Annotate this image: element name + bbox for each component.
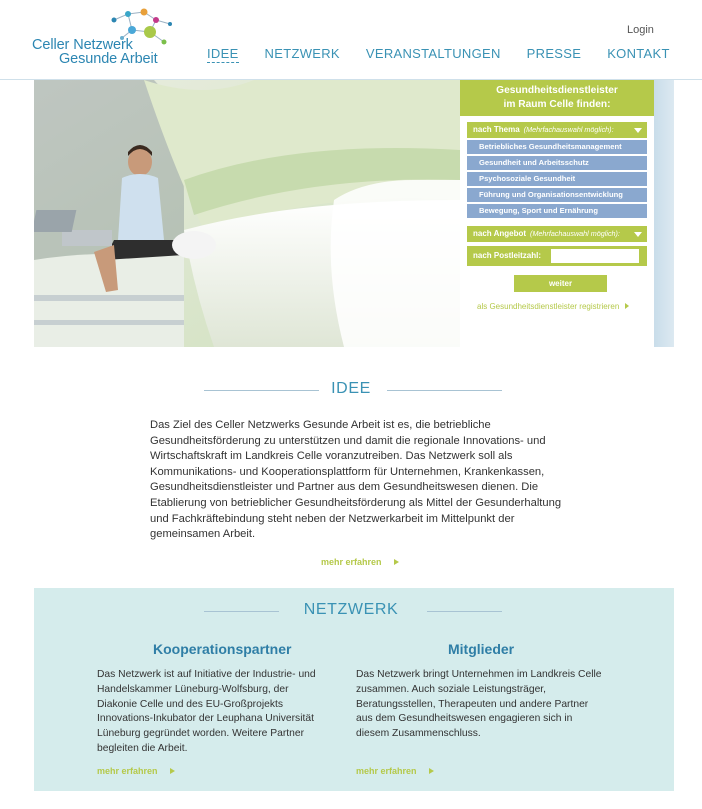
filter-thema-dropdown[interactable]	[467, 122, 647, 138]
arrow-right-icon	[429, 768, 434, 774]
filter-thema-label: nach Thema	[473, 125, 520, 134]
login-link[interactable]: Login	[627, 24, 654, 36]
idee-heading: IDEE	[331, 380, 371, 397]
nav-item-kontakt[interactable]: KONTAKT	[607, 46, 670, 61]
chevron-down-icon	[634, 128, 642, 133]
idee-more-link[interactable]	[321, 557, 399, 567]
netzwerk-heading: NETZWERK	[303, 601, 399, 618]
multi-select-hint: (Mehrfachauswahl möglich):	[530, 229, 620, 238]
site-header	[0, 0, 702, 80]
arrow-right-icon	[170, 768, 175, 774]
filter-zip-row	[467, 246, 647, 266]
filter-angebot-dropdown[interactable]	[467, 226, 647, 242]
arrow-right-icon	[394, 559, 399, 565]
more-link-text: mehr erfahren	[321, 557, 382, 567]
hero-banner	[34, 80, 674, 347]
register-link-text: als Gesundheitsdienstleister registrieren	[477, 302, 620, 311]
hero-illustration	[34, 80, 460, 347]
mitglieder-text: Das Netzwerk bringt Unternehmen im Landkreis Celle zusammen. Auch soziale Leistungsträger, Beratungsstellen, Therapeuten und andere Partner aus dem Gesundheitswesen engagieren sich in diesem Zusammenschluss.	[356, 669, 602, 740]
finder-title-line2: im Raum Celle finden:	[503, 99, 611, 110]
netzwerk-section	[34, 588, 674, 791]
multi-select-hint: (Mehrfachauswahl möglich):	[523, 125, 614, 134]
arrow-right-icon	[625, 303, 629, 309]
finder-title-line1: Gesundheitsdienstleister	[496, 85, 618, 96]
nav-item-presse[interactable]: PRESSE	[526, 46, 582, 61]
thema-option[interactable]: Führung und Organisationsentwicklung	[467, 188, 647, 202]
zip-input[interactable]	[551, 249, 639, 263]
more-link-text: mehr erfahren	[97, 766, 158, 776]
chevron-down-icon	[634, 232, 642, 237]
kooperationspartner-more-link[interactable]	[97, 766, 175, 776]
netzwerk-section-title	[0, 601, 702, 621]
more-link-text: mehr erfahren	[356, 766, 417, 776]
thema-option[interactable]: Psychosoziale Gesundheit	[467, 172, 647, 186]
kooperationspartner-text: Das Netzwerk ist auf Initiative der Industrie- und Handelskammer Lüneburg-Wolfsburg, der Diakonie Celle und des EU-Großprojekts Innovations-Inkubator der Leuphana Universität Lüneburg gegründet worden. Weitere Partner begleiten die Arbeit.	[97, 669, 316, 754]
register-provider-link[interactable]	[477, 302, 629, 311]
nav-item-netzwerk[interactable]: NETZWERK	[264, 46, 340, 61]
thema-option[interactable]: Gesundheit und Arbeitsschutz	[467, 156, 647, 170]
logo-text-line1: Celler Netzwerk	[32, 37, 133, 53]
nav-item-idee[interactable]: IDEE	[207, 46, 239, 61]
idee-paragraph: Das Ziel des Celler Netzwerks Gesunde Arbeit ist es, die betriebliche Gesundheitsförderung zu unterstützen und damit die regionale Innovations- und Wirtschaftskraft im Landkreis Celle voranzutreiben. Das Netzwerk soll als Kommunikations- und Kooperationsplattform für Unternehmen, Krankenkassen, Gesundheitsdienstleister und Partner aus dem Gesundheitswesen dienen. Die Etablierung von betrieblicher Gesundheitsförderung als Mittel der Gesunderhaltung und Fachkräftebindung steht neben der Netzwerkarbeit im Mittelpunkt der gemeinsamen Arbeit.	[150, 419, 562, 541]
nav-item-veranstaltungen[interactable]: VERANSTALTUNGEN	[365, 46, 501, 61]
weiter-button[interactable]: weiter	[514, 275, 607, 292]
thema-option[interactable]: Betriebliches Gesundheitsmanagement	[467, 140, 647, 154]
kooperationspartner-heading: Kooperationspartner	[153, 641, 292, 657]
hero-side-strip	[654, 80, 674, 347]
provider-finder	[460, 80, 654, 347]
zip-label: nach Postleitzahl:	[473, 251, 542, 260]
site-logo[interactable]	[32, 8, 177, 70]
mitglieder-more-link[interactable]	[356, 766, 434, 776]
logo-text-line2: Gesunde Arbeit	[59, 51, 158, 67]
finder-header	[460, 80, 654, 116]
title-divider-right	[427, 611, 502, 612]
thema-option[interactable]: Bewegung, Sport und Ernährung	[467, 204, 647, 218]
title-divider-right	[387, 390, 502, 391]
hero-photo	[34, 80, 460, 347]
mitglieder-heading: Mitglieder	[448, 641, 515, 657]
main-nav	[207, 46, 696, 63]
idee-section-title	[0, 380, 702, 400]
filter-angebot-label: nach Angebot	[473, 229, 527, 238]
